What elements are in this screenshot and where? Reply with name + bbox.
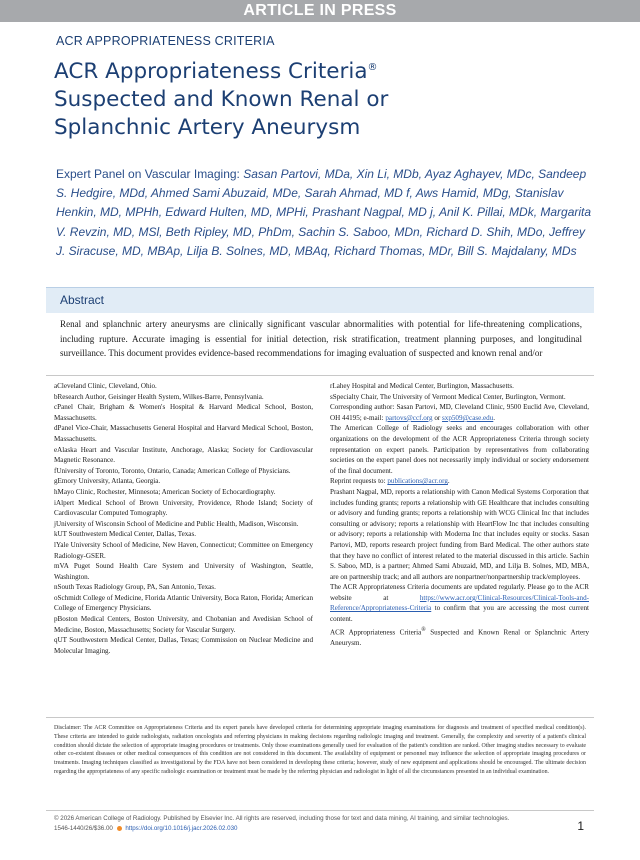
- email-link-1[interactable]: partovs@ccf.org: [385, 413, 433, 422]
- reprint-email-link[interactable]: publications@acr.org: [387, 477, 448, 486]
- author-list: [56, 165, 596, 261]
- title-registered-mark: ®: [367, 61, 378, 73]
- affiliation: kUT Southwestern Medical Center, Dallas, Texas.: [54, 530, 196, 539]
- author-names: Sasan Partovi, MDa, Xin Li, MDb, Ayaz Aghayev, MDc, Sandeep S. Hedgire, MDd, Ahmed Sami Abuzaid, MDe, Sarah Ahmad, MD f, Aws Hamid, MDg, Stanislav Henkin, MD, MPHh, Edward Hulten, MD, MPHi, Prashant Nagpal, MD j, Anil K. Pillai, MDk, Margarita V. Revzin, MD, MSl, Beth Ripley, MD, PhDm, Sachin S. Saboo, MDn, Richard D. Shih, MDo, Jeffrey J. Siracuse, MD, MBAp, Lilja B. Solnes, MD, MBAq, Richard Thomas, MDr, Bill S. Majdalany, MDs: [56, 167, 592, 258]
- divider: [46, 717, 594, 718]
- divider: [46, 810, 594, 811]
- affiliation: aCleveland Clinic, Cleveland, Ohio.: [54, 382, 157, 390]
- corresponding-text: Corresponding author: Sasan Partovi, MD, Cleveland Clinic, 9500 Euclid Ave, Cleveland, OH 44195; e-mail:: [330, 403, 589, 422]
- page-number: 1: [577, 819, 584, 833]
- panel-name: Expert Panel on Vascular Imaging:: [56, 167, 244, 181]
- copyright-line: © 2026 American College of Radiology. Published by Elsevier Inc. All rights are reserved, including those for text and data mining, AI training, and similar technologies.: [54, 815, 510, 822]
- reprint-requests: [330, 476, 589, 487]
- title-line-1: ACR Appropriateness Criteria: [54, 59, 368, 84]
- disclosures: Prashant Nagpal, MD, reports a relationship with Canon Medical Systems Corporation that includes funding grants; reports a relationship with GE Healthcare that includes consulting or advisory and funding grants; reports a relationship with WCG Clinical Inc that includes consulting or advisory; reports a relationship with HeartFlow Inc that includes consulting or advisory; reports a relationship with Moderna Inc that includes equity or stocks. Sasan Partovi, MD, reports research project funding from Bard Medical. The other authors state that they have no conflict of interest related to the material discussed in this article. Sachin S. Saboo, MD, is a partner; Ahmed Sami Abuzaid, MD, and Lilja B. Solnes, MD, MBA, are on partnership track; and all authors are nonpartner/nonpartnership track/employees.: [330, 487, 589, 581]
- affiliation: fUniversity of Toronto, Toronto, Ontario, Canada; American College of Physicians.: [54, 466, 291, 475]
- reprint-end: .: [447, 477, 450, 486]
- page-footer: [54, 814, 554, 834]
- divider: [46, 375, 594, 376]
- affiliation: eAlaska Heart and Vascular Institute, Anchorage, Alaska; Society for Cardiovascular Magnetic Resonance.: [54, 445, 313, 465]
- affiliation: gEmory University, Atlanta, Georgia.: [54, 477, 161, 486]
- title-line-3: Splanchnic Artery Aneurysm: [54, 115, 361, 140]
- affiliation: oSchmidt College of Medicine, Florida Atlantic University, Boca Raton, Florida; American College of Emergency Physicians.: [54, 593, 314, 613]
- affiliation: lYale University School of Medicine, New Haven, Connecticut; Committee on Emergency Radiology-GSER.: [54, 540, 313, 560]
- corresponding-end: .: [493, 413, 496, 422]
- reprint-label: Reprint requests to:: [330, 477, 388, 486]
- document-reference: [330, 625, 589, 649]
- title-line-2: Suspected and Known Renal or: [54, 87, 389, 112]
- affiliation: dPanel Vice-Chair, Massachusetts General Hospital and Harvard Medical School, Boston, Massachusetts.: [54, 424, 313, 443]
- abstract-text: Renal and splanchnic artery aneurysms are clinically significant vascular abnormalities with potential for life-threatening complications, including rupture. Accurate imaging is essential for initial detection, risk stratification, treatment planning purposes, and longitudinal surveillance. This document provides evidence-based recommendations for imaging evaluation of suspected and known renal and/or: [60, 319, 582, 359]
- update-notice: [330, 582, 589, 624]
- affiliation: cPanel Chair, Brigham & Women's Hospital & Harvard Medical School, Boston, Massachusetts.: [54, 403, 313, 422]
- affiliation: bResearch Author, Geisinger Health System, Wilkes-Barre, Pennsylvania.: [54, 392, 264, 401]
- acr-website-link[interactable]: https://www.acr.org/Clinical-Resources/Clinical-Tools-and-Reference/Appropriateness-Criteria: [330, 593, 589, 613]
- disclaimer: Disclaimer: The ACR Committee on Appropriateness Criteria and its expert panels have developed criteria for determining appropriate imaging examinations for diagnosis and treatment of specified medical condition(s). These criteria are intended to guide radiologists, radiation oncologists and referring physicians in making decisions regarding radiologic imaging and treatment. Generally, the complexity and severity of a patient's clinical condition should dictate the selection of appropriate imaging procedures or treatments. Only those examinations generally used for evaluation of the patient's condition are ranked. Other imaging studies necessary to evaluate other co-existent diseases or other medical consequences of this condition are not considered in this document. The availability of equipment or personnel may influence the selection of appropriate imaging procedures or treatments. Imaging techniques classified as investigational by the FDA have not been considered in developing these criteria; however, study of new equipment and applications should be encouraged. The ultimate decision regarding the appropriateness of any specific radiologic examination or treatment must be made by the referring physician and radiologist in light of all the circumstances presented in an individual examination.: [54, 725, 586, 775]
- affiliation: rLahey Hospital and Medical Center, Burlington, Massachusetts.: [330, 382, 514, 390]
- doi-dot-icon: [117, 826, 122, 831]
- issn: 1546-1440/26/$36.00: [54, 825, 113, 832]
- doc-ref-registered-mark: ®: [421, 626, 426, 633]
- affiliations-column-right: [330, 381, 589, 648]
- corresponding-author: [330, 402, 589, 423]
- email-link-2[interactable]: sxp509@case.edu: [442, 413, 494, 422]
- affiliation: nSouth Texas Radiology Group, PA, San Antonio, Texas.: [54, 583, 216, 592]
- doc-ref-rest: Suspected and Known Renal or Splanchnic Artery Aneurysm.: [330, 628, 589, 647]
- affiliation: qUT Southwestern Medical Center, Dallas, Texas; Commission on Nuclear Medicine and Molecular Imaging.: [54, 636, 313, 655]
- update-text: The ACR Appropriateness Criteria documents are updated regularly. Please go to the ACR website at: [330, 583, 589, 602]
- affiliation: mVA Puget Sound Health Care System and University of Washington, Seattle, Washington.: [54, 562, 313, 581]
- section-label: ACR APPROPRIATENESS CRITERIA: [56, 34, 275, 48]
- collaboration-statement: The American College of Radiology seeks and encourages collaboration with other organizations on the development of the ACR Appropriateness Criteria through society representation on expert panels. Participation by representatives from collaborating societies on the expert panel does not necessarily imply individual or society endorsement of the final document.: [330, 424, 589, 475]
- affiliation: jUniversity of Wisconsin School of Medicine and Public Health, Madison, Wisconsin.: [54, 519, 299, 528]
- affiliation: sSpecialty Chair, The University of Vermont Medical Center, Burlington, Vermont.: [330, 392, 566, 401]
- doi-link[interactable]: https://doi.org/10.1016/j.jacr.2026.02.030: [125, 825, 238, 832]
- corresponding-or: or: [432, 413, 443, 422]
- update-text-end: to confirm that you are accessing the most current content.: [330, 604, 589, 624]
- affiliations-column-left: [54, 381, 313, 656]
- affiliation: pBoston Medical Centers, Boston University, and Chobanian and Avedisian School of Medicine, Boston, Massachusetts; Society for Vascular Surgery.: [54, 615, 313, 634]
- affiliation: hMayo Clinic, Rochester, Minnesota; American Society of Echocardiography.: [54, 487, 276, 496]
- article-in-press-banner: ARTICLE IN PRESS: [0, 0, 640, 22]
- affiliation: iAlpert Medical School of Brown University, Providence, Rhode Island; Society of Cardiovascular Computed Tomography.: [54, 498, 313, 518]
- article-title: [54, 58, 594, 142]
- doc-ref-title: ACR Appropriateness Criteria: [330, 628, 422, 637]
- abstract-heading: Abstract: [60, 293, 105, 307]
- issn-doi-line: [54, 824, 554, 834]
- abstract-header-bar: [46, 287, 594, 313]
